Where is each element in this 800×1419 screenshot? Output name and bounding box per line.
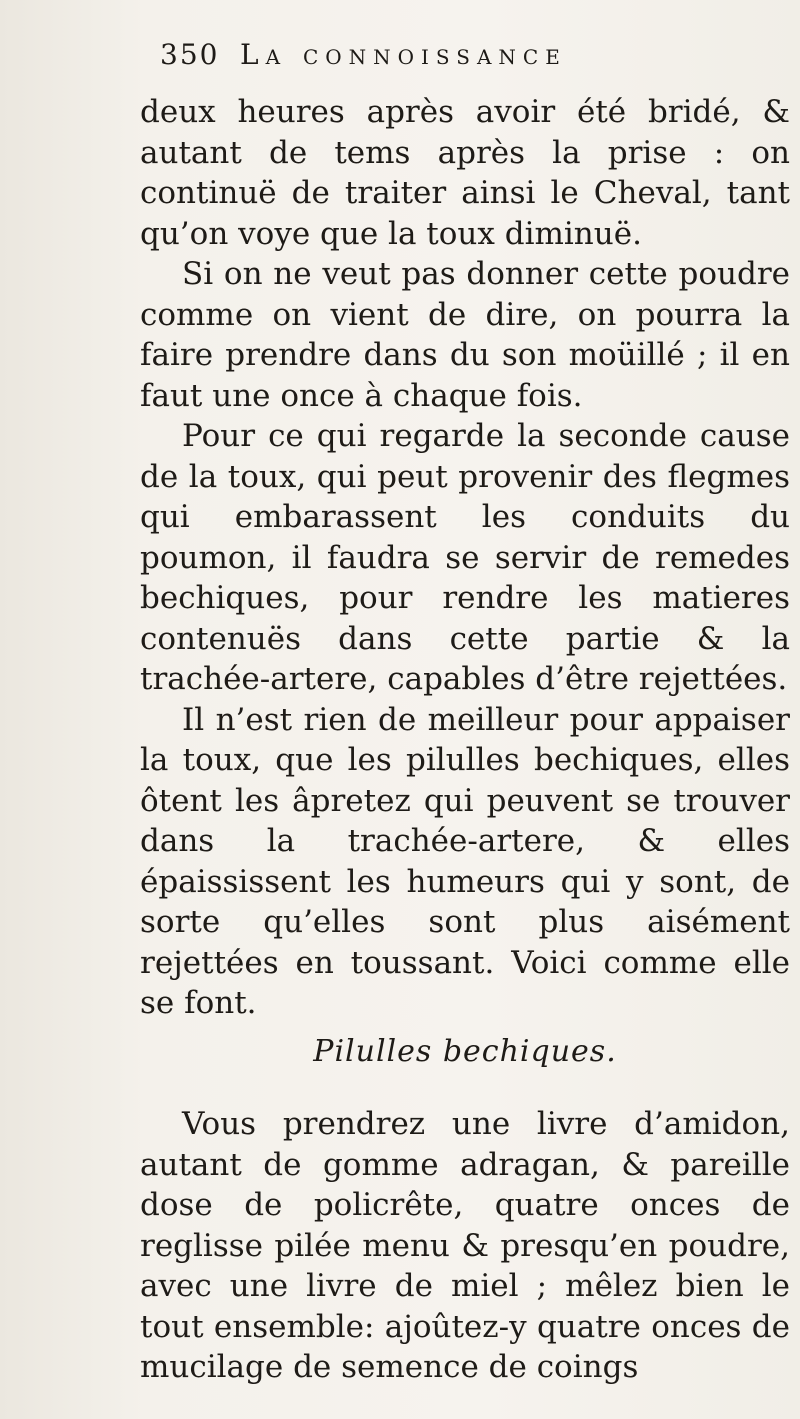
paragraph-recipe: Vous prendrez une livre d’amidon, autant de gomme adragan, & pareille dose de policrête, quatre onces de reglisse pilée menu & presqu’en poudre, avec une livre de miel ; mêlez bien le tout ensemble: ajoûtez-y quatre onces de mucilage de semence de coings bbox=[140, 1106, 790, 1385]
running-title: La connoissance bbox=[240, 38, 567, 71]
section-heading: Pilulles bechiques. bbox=[313, 1033, 617, 1069]
paragraph-pills: Il n’est rien de meilleur pour appaiser la toux, que les pilulles bechiques, elles ôtent les âpretez qui peuvent se trouver dans la trachée-artere, & elles épaississent les humeurs qui y sont, de sorte qu’elles sont plus aisément rejettées en toussant. Voici comme elle se font. bbox=[140, 701, 790, 1021]
running-head bbox=[160, 38, 780, 86]
paragraph-powder: Si on ne veut pas donner cette poudre comme on vient de dire, on pourra la faire prendre dans du son moüillé ; il en faut une once à chaque fois. bbox=[140, 256, 790, 414]
page-number: 350 bbox=[160, 38, 220, 71]
paragraph-second-cause: Pour ce qui regarde la seconde cause de la toux, qui peut provenir des flegmes qui embarassent les conduits du poumon, il faudra se servir de remedes bechiques, pour rendre les matieres contenuës dans cette partie & la trachée-artere, capables d’être rejettées. bbox=[140, 418, 790, 697]
page-body bbox=[140, 92, 790, 1388]
paragraph-continued: deux heures après avoir été bridé, & autant de tems après la prise : on continuë de traiter ainsi le Cheval, tant qu’on voye que la toux diminuë. bbox=[140, 94, 790, 252]
